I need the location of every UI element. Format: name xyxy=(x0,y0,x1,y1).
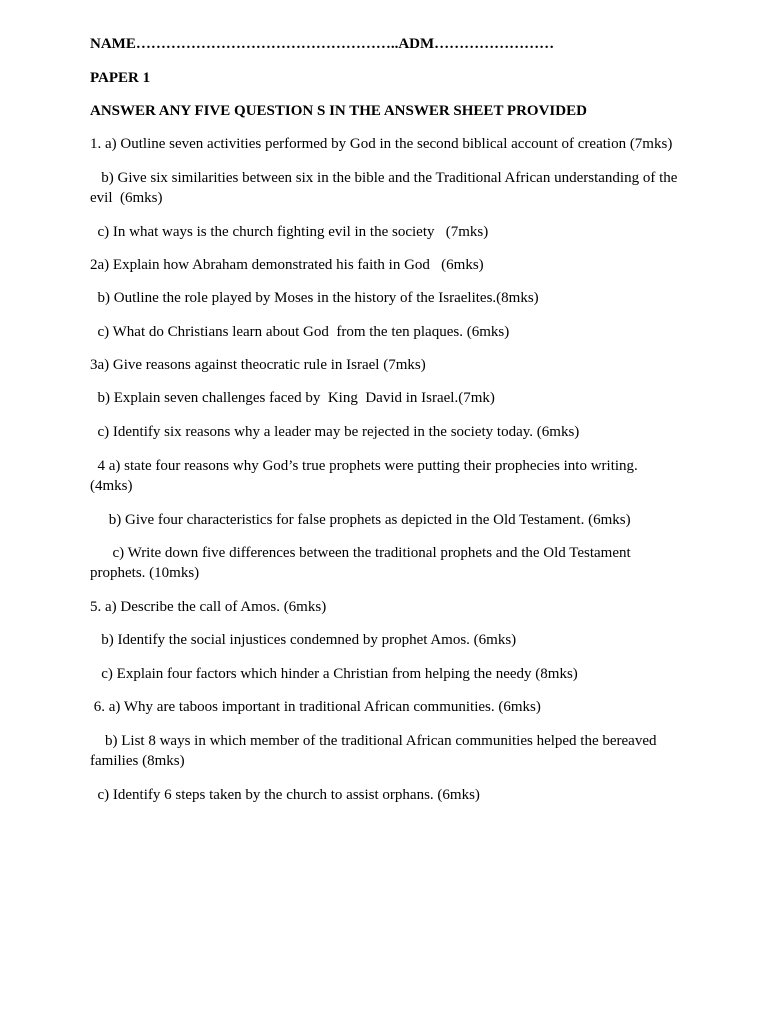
question-4c: c) Write down five differences between the traditional prophets and the Old Testament prophets. (10mks) xyxy=(90,545,635,581)
question-3c: c) Identify six reasons why a leader may be rejected in the society today. (6mks) xyxy=(90,424,580,440)
question-6a: 6. a) Why are taboos important in traditional African communities. (6mks) xyxy=(90,699,541,715)
question-4b: b) Give four characteristics for false prophets as depicted in the Old Testament. (6mks) xyxy=(90,512,631,528)
question-2c: c) What do Christians learn about God from the ten plaques. (6mks) xyxy=(90,324,510,340)
question-2b: b) Outline the role played by Moses in the history of the Israelites.(8mks) xyxy=(90,290,539,306)
question-1a: 1. a) Outline seven activities performed by God in the second biblical account of creation (7mks) xyxy=(90,136,673,152)
question-1b: b) Give six similarities between six in the bible and the Traditional African understanding of the evil (6mks) xyxy=(90,170,682,206)
instruction-heading: ANSWER ANY FIVE QUESTION S IN THE ANSWER SHEET PROVIDED xyxy=(90,103,587,119)
question-5b: b) Identify the social injustices condemned by prophet Amos. (6mks) xyxy=(90,632,517,648)
question-3a: 3a) Give reasons against theocratic rule in Israel (7mks) xyxy=(90,357,426,373)
paper-title: PAPER 1 xyxy=(90,70,151,86)
name-adm-line: NAME……………………………………………..ADM…………………… xyxy=(90,36,555,52)
question-4a: 4 a) state four reasons why God’s true prophets were putting their prophecies into writing. (4mks) xyxy=(90,458,642,494)
question-1c: c) In what ways is the church fighting evil in the society (7mks) xyxy=(90,224,489,240)
question-6b: b) List 8 ways in which member of the traditional African communities helped the bereaved families (8mks) xyxy=(90,733,661,769)
question-5a: 5. a) Describe the call of Amos. (6mks) xyxy=(90,599,327,615)
question-5c: c) Explain four factors which hinder a Christian from helping the needy (8mks) xyxy=(90,666,578,682)
question-3b: b) Explain seven challenges faced by King David in Israel.(7mk) xyxy=(90,390,495,406)
question-2a: 2a) Explain how Abraham demonstrated his faith in God (6mks) xyxy=(90,257,484,273)
question-6c: c) Identify 6 steps taken by the church to assist orphans. (6mks) xyxy=(90,787,480,803)
